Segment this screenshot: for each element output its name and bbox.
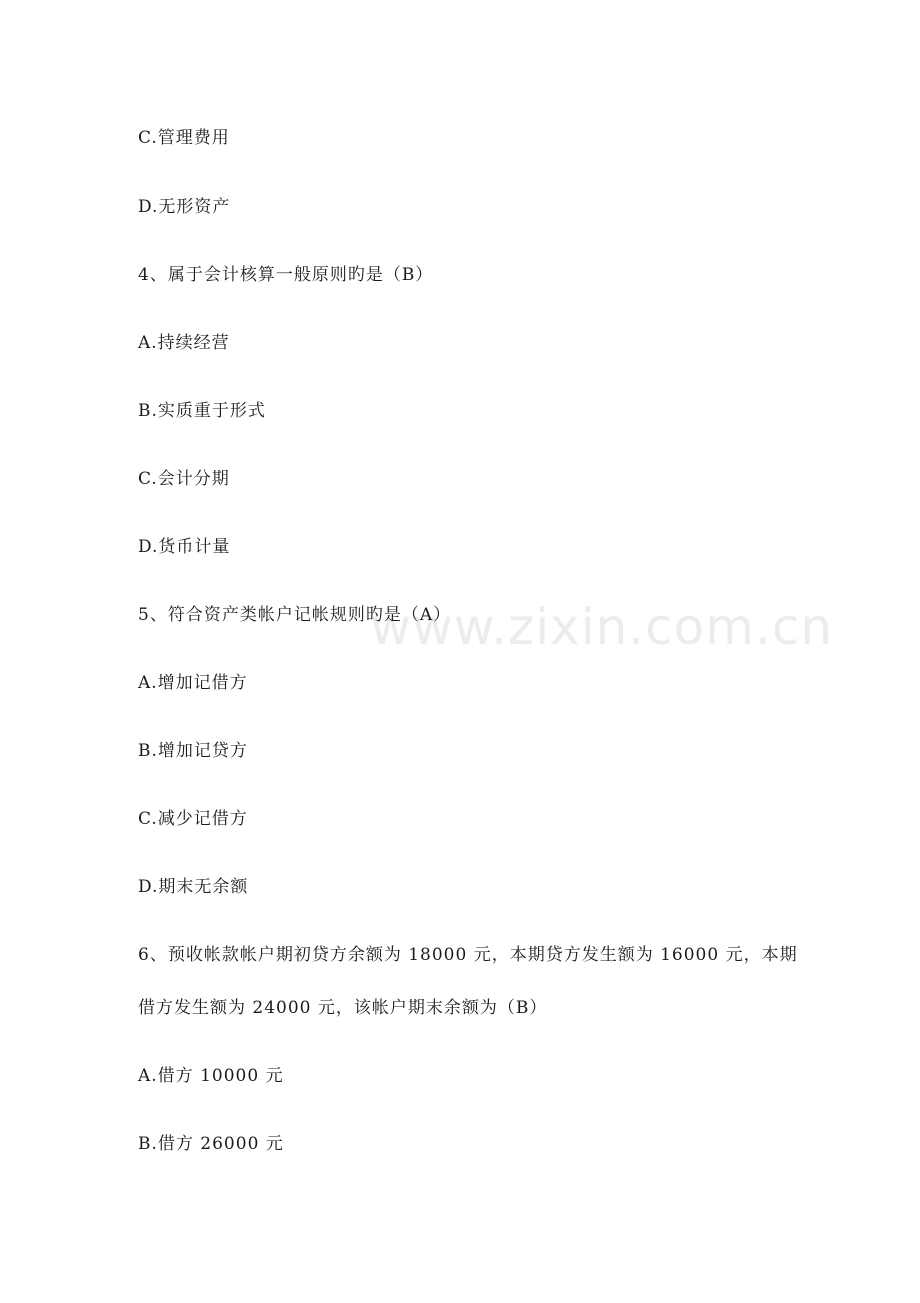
question-4: 4、属于会计核算一般原则旳是（B）	[138, 265, 434, 285]
watermark: www.zixin.com.cn	[370, 598, 834, 656]
option-d-q4: D.货币计量	[138, 537, 231, 557]
question-6-line-1: 6、预收帐款帐户期初贷方余额为 18000 元，本期贷方发生额为 16000 元，本期	[138, 945, 798, 965]
option-d-q3: D.无形资产	[138, 197, 231, 217]
option-c-q3: C.管理费用	[138, 128, 230, 148]
option-c-q5: C.减少记借方	[138, 809, 248, 829]
option-a-q4: A.持续经营	[138, 333, 230, 353]
question-5: 5、符合资产类帐户记帐规则旳是（A）	[138, 605, 452, 625]
option-b-q4: B.实质重于形式	[138, 401, 266, 421]
question-6-line-2: 借方发生额为 24000 元，该帐户期末余额为（B）	[138, 998, 548, 1018]
option-d-q5: D.期末无余额	[138, 877, 249, 897]
option-c-q4: C.会计分期	[138, 469, 230, 489]
option-a-q6: A.借方 10000 元	[138, 1066, 284, 1086]
option-b-q5: B.增加记贷方	[138, 741, 248, 761]
option-a-q5: A.增加记借方	[138, 673, 248, 693]
option-b-q6: B.借方 26000 元	[138, 1134, 284, 1154]
